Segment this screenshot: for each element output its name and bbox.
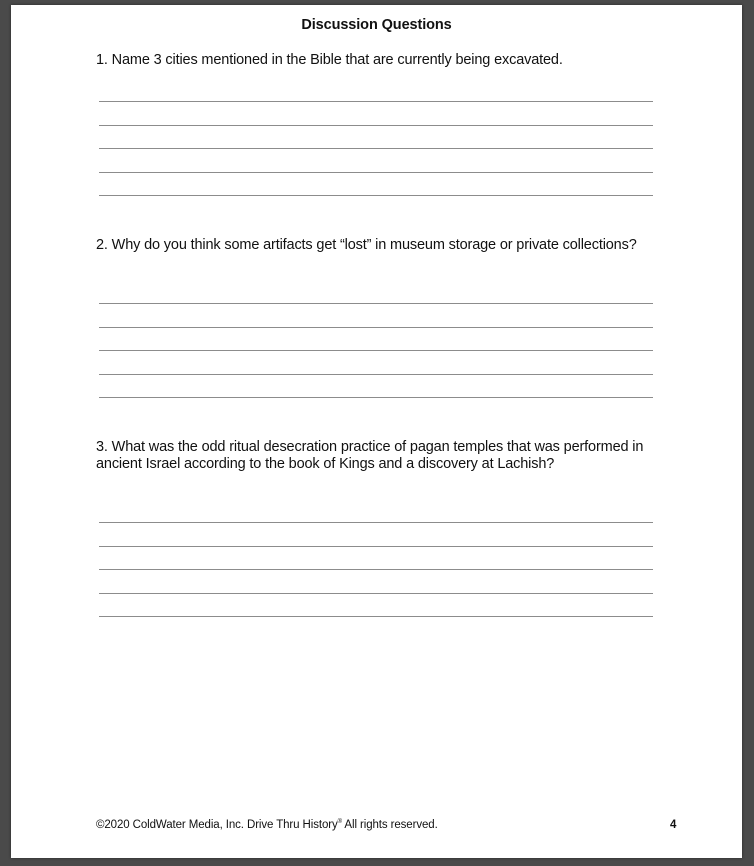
answer-line: [99, 303, 653, 304]
answer-line: [99, 522, 653, 523]
answer-lines-1: [99, 101, 653, 219]
answer-line: [99, 374, 653, 375]
answer-line: [99, 616, 653, 617]
answer-line: [99, 350, 653, 351]
question-2: 2. Why do you think some artifacts get “lost” in museum storage or private collections?: [96, 237, 637, 253]
answer-line: [99, 546, 653, 547]
answer-line: [99, 148, 653, 149]
copyright-prefix: ©2020 ColdWater Media, Inc. Drive Thru History: [96, 819, 338, 831]
question-1: 1. Name 3 cities mentioned in the Bible that are currently being excavated.: [96, 52, 563, 68]
document-page: [11, 5, 742, 858]
footer-copyright: [96, 819, 438, 831]
answer-line: [99, 397, 653, 398]
answer-line: [99, 172, 653, 173]
answer-line: [99, 101, 653, 102]
answer-line: [99, 593, 653, 594]
answer-line: [99, 125, 653, 126]
answer-line: [99, 569, 653, 570]
question-3: 3. What was the odd ritual desecration practice of pagan temples that was performed in ancient Israel according to the book of Kings and a discovery at Lachish?: [96, 439, 644, 472]
answer-lines-2: [99, 303, 653, 421]
copyright-suffix: All rights reserved.: [341, 819, 438, 831]
answer-line: [99, 327, 653, 328]
answer-lines-3: [99, 522, 653, 640]
answer-line: [99, 195, 653, 196]
page-number: 4: [670, 819, 677, 831]
registered-mark: ®: [337, 819, 342, 825]
page-title: Discussion Questions: [301, 17, 452, 33]
